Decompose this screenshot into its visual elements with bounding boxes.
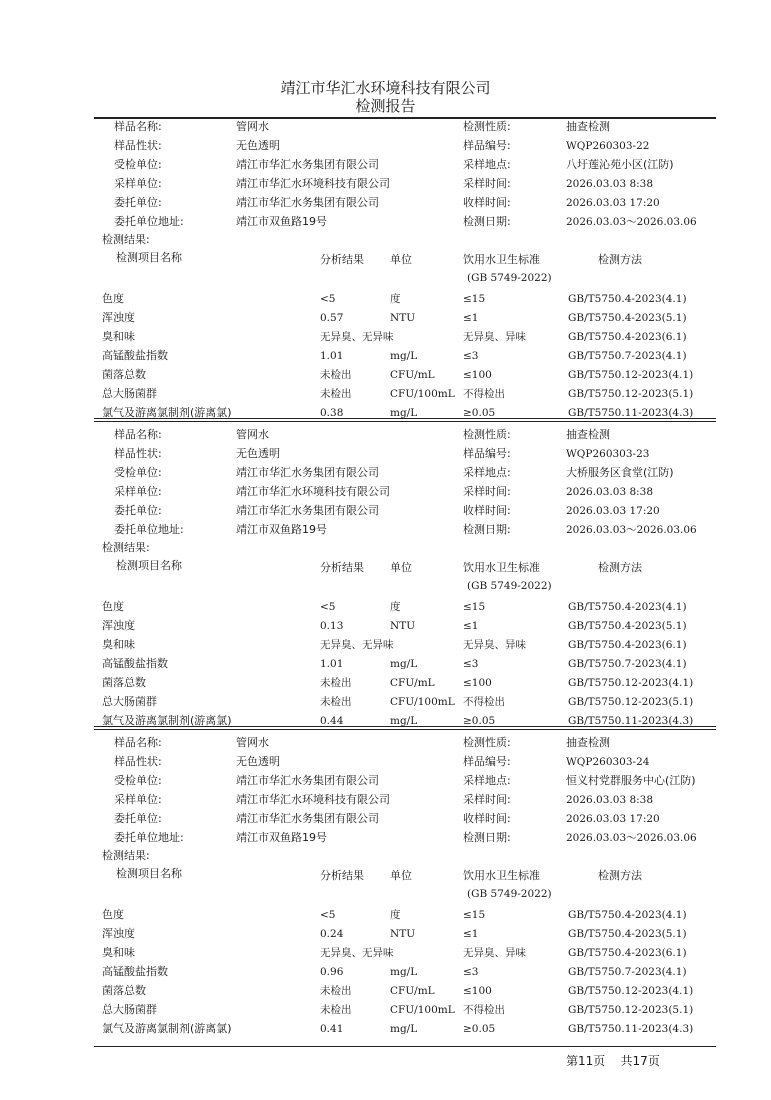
result-item-name: 臭和味 — [102, 330, 135, 343]
result-item-name: 色度 — [102, 908, 124, 921]
value-receive-time: 2026.03.03 17:20 — [566, 197, 660, 209]
result-standard: ≤1 — [463, 312, 479, 324]
col-header-result: 分析结果 — [320, 869, 364, 882]
result-value: 0.44 — [320, 715, 344, 727]
result-standard: 无异臭、异味 — [463, 639, 526, 651]
value-test-date: 2026.03.03～2026.03.06 — [566, 832, 697, 844]
value-sample-no: WQP260303-23 — [566, 448, 650, 460]
result-value: 未检出 — [320, 677, 352, 689]
value-client-unit: 靖江市华汇水务集团有限公司 — [236, 504, 379, 517]
result-item-name: 色度 — [102, 600, 124, 613]
value-receive-time: 2026.03.03 17:20 — [566, 813, 660, 825]
result-method: GB/T5750.4-2023(5.1) — [568, 620, 687, 632]
value-sampling-site: 大桥服务区食堂(江防) — [566, 466, 674, 479]
value-receive-time: 2026.03.03 17:20 — [566, 505, 660, 517]
result-method: GB/T5750.11-2023(4.3) — [568, 715, 694, 727]
result-standard: 不得检出 — [463, 696, 505, 708]
value-test-date: 2026.03.03～2026.03.06 — [566, 524, 697, 536]
value-client-unit: 靖江市华汇水务集团有限公司 — [236, 196, 379, 209]
col-header-result: 分析结果 — [320, 561, 364, 574]
result-value: 0.96 — [320, 966, 344, 978]
value-sampling-unit: 靖江市华汇水环境科技有限公司 — [236, 177, 390, 190]
result-unit: CFU/100mL — [390, 696, 455, 708]
label-sampling-unit: 采样单位: — [114, 177, 162, 190]
block-divider-1b — [94, 421, 716, 422]
value-sampling-unit: 靖江市华汇水环境科技有限公司 — [236, 485, 390, 498]
label-sample-name: 样品名称: — [114, 120, 162, 133]
result-unit: NTU — [390, 928, 416, 940]
col-header-result: 分析结果 — [320, 253, 364, 266]
result-value: 无异臭、无异味 — [320, 331, 394, 343]
result-method: GB/T5750.12-2023(4.1) — [568, 369, 694, 381]
col-header-unit: 单位 — [390, 253, 412, 266]
value-sampling-site: 恒义村党群服务中心(江防) — [566, 774, 696, 787]
result-method: GB/T5750.4-2023(6.1) — [568, 331, 687, 343]
label-sample-no: 样品编号: — [463, 447, 511, 460]
value-name: 管网水 — [236, 736, 269, 749]
result-item-name: 菌落总数 — [102, 676, 146, 689]
result-method: GB/T5750.11-2023(4.3) — [568, 1023, 694, 1035]
value-test-date: 2026.03.03～2026.03.06 — [566, 216, 697, 228]
result-standard: ≥0.05 — [463, 1023, 496, 1035]
result-standard: ≥0.05 — [463, 715, 496, 727]
result-method: GB/T5750.4-2023(4.1) — [568, 909, 687, 921]
label-test-nature: 检测性质: — [463, 120, 511, 133]
label-sample-no: 样品编号: — [463, 755, 511, 768]
company-name: 靖江市华汇水环境科技有限公司 — [280, 79, 491, 97]
results-heading: 检测结果: — [102, 233, 150, 246]
result-unit: mg/L — [390, 350, 418, 362]
value-property: 无色透明 — [236, 139, 280, 152]
result-item-name: 总大肠菌群 — [102, 695, 157, 708]
value-test-nature: 抽查检测 — [566, 120, 610, 133]
label-sampling-time: 采样时间: — [463, 485, 511, 498]
result-value: 0.24 — [320, 928, 344, 940]
block-divider-2 — [94, 726, 716, 727]
col-header-unit: 单位 — [390, 561, 412, 574]
value-client-address: 靖江市双鱼路19号 — [236, 215, 327, 228]
result-value: <5 — [320, 909, 336, 921]
value-sampling-time: 2026.03.03 8:38 — [566, 794, 654, 806]
value-sample-no: WQP260303-22 — [566, 140, 650, 152]
value-sampling-time: 2026.03.03 8:38 — [566, 178, 654, 190]
label-sample-property: 样品性状: — [114, 447, 162, 460]
label-receive-time: 收样时间: — [463, 504, 511, 517]
result-standard: ≤15 — [463, 293, 486, 305]
result-standard: ≤3 — [463, 350, 479, 362]
col-header-item: 检测项目名称 — [116, 559, 182, 572]
value-inspected-unit: 靖江市华汇水务集团有限公司 — [236, 774, 379, 787]
result-method: GB/T5750.12-2023(5.1) — [568, 1004, 694, 1016]
result-unit: 度 — [390, 909, 401, 921]
label-client-unit: 委托单位: — [114, 504, 162, 517]
result-unit: mg/L — [390, 966, 418, 978]
value-sampling-unit: 靖江市华汇水环境科技有限公司 — [236, 793, 390, 806]
result-value: 未检出 — [320, 985, 352, 997]
label-sampling-site: 采样地点: — [463, 774, 511, 787]
value-test-nature: 抽查检测 — [566, 736, 610, 749]
value-test-nature: 抽查检测 — [566, 428, 610, 441]
result-unit: NTU — [390, 312, 416, 324]
results-heading: 检测结果: — [102, 849, 150, 862]
result-value: <5 — [320, 601, 336, 613]
label-sampling-time: 采样时间: — [463, 793, 511, 806]
result-standard: ≥0.05 — [463, 407, 496, 419]
result-standard: ≤100 — [463, 985, 492, 997]
result-value: 0.38 — [320, 407, 344, 419]
col-header-method: 检测方法 — [598, 561, 642, 574]
label-inspected-unit: 受检单位: — [114, 466, 162, 479]
label-inspected-unit: 受检单位: — [114, 158, 162, 171]
label-test-date: 检测日期: — [463, 831, 511, 844]
label-sampling-site: 采样地点: — [463, 466, 511, 479]
label-sample-property: 样品性状: — [114, 139, 162, 152]
col-header-standard-code: (GB 5749-2022) — [467, 580, 552, 592]
result-unit: CFU/100mL — [390, 1004, 455, 1016]
result-unit: CFU/100mL — [390, 388, 455, 400]
result-unit: 度 — [390, 601, 401, 613]
result-method: GB/T5750.7-2023(4.1) — [568, 350, 687, 362]
result-standard: 不得检出 — [463, 388, 505, 400]
result-standard: ≤15 — [463, 601, 486, 613]
result-value: 无异臭、无异味 — [320, 639, 394, 651]
result-item-name: 菌落总数 — [102, 984, 146, 997]
col-header-standard-code: (GB 5749-2022) — [467, 888, 552, 900]
value-inspected-unit: 靖江市华汇水务集团有限公司 — [236, 158, 379, 171]
value-inspected-unit: 靖江市华汇水务集团有限公司 — [236, 466, 379, 479]
label-sampling-unit: 采样单位: — [114, 793, 162, 806]
result-item-name: 氯气及游离氯制剂(游离氯) — [102, 714, 232, 727]
result-value: 0.41 — [320, 1023, 344, 1035]
result-item-name: 高锰酸盐指数 — [102, 965, 168, 978]
result-standard: ≤1 — [463, 928, 479, 940]
result-value: 0.57 — [320, 312, 344, 324]
report-title: 检测报告 — [355, 97, 416, 115]
result-unit: mg/L — [390, 1023, 418, 1035]
result-method: GB/T5750.4-2023(6.1) — [568, 947, 687, 959]
result-method: GB/T5750.4-2023(4.1) — [568, 601, 687, 613]
label-sampling-site: 采样地点: — [463, 158, 511, 171]
col-header-item: 检测项目名称 — [116, 251, 182, 264]
result-method: GB/T5750.4-2023(4.1) — [568, 293, 687, 305]
result-item-name: 高锰酸盐指数 — [102, 349, 168, 362]
result-standard: ≤100 — [463, 677, 492, 689]
result-value: 未检出 — [320, 696, 352, 708]
value-name: 管网水 — [236, 120, 269, 133]
label-sampling-unit: 采样单位: — [114, 485, 162, 498]
result-value: 未检出 — [320, 1004, 352, 1016]
label-test-nature: 检测性质: — [463, 736, 511, 749]
result-unit: mg/L — [390, 658, 418, 670]
result-method: GB/T5750.4-2023(6.1) — [568, 639, 687, 651]
result-method: GB/T5750.4-2023(5.1) — [568, 928, 687, 940]
result-standard: ≤3 — [463, 966, 479, 978]
result-standard: 不得检出 — [463, 1004, 505, 1016]
value-sample-no: WQP260303-24 — [566, 756, 650, 768]
footer-rule — [94, 1046, 716, 1047]
col-header-item: 检测项目名称 — [116, 867, 182, 880]
result-item-name: 高锰酸盐指数 — [102, 657, 168, 670]
label-sampling-time: 采样时间: — [463, 177, 511, 190]
result-unit: CFU/mL — [390, 677, 435, 689]
block-divider-1 — [94, 418, 716, 419]
col-header-method: 检测方法 — [598, 253, 642, 266]
label-sample-name: 样品名称: — [114, 736, 162, 749]
result-item-name: 色度 — [102, 292, 124, 305]
label-receive-time: 收样时间: — [463, 196, 511, 209]
result-unit: 度 — [390, 293, 401, 305]
result-unit: CFU/mL — [390, 985, 435, 997]
result-method: GB/T5750.12-2023(4.1) — [568, 985, 694, 997]
label-client-unit: 委托单位: — [114, 196, 162, 209]
label-test-date: 检测日期: — [463, 215, 511, 228]
value-client-address: 靖江市双鱼路19号 — [236, 523, 327, 536]
value-name: 管网水 — [236, 428, 269, 441]
page-total: 共17页 — [620, 1054, 660, 1068]
results-heading: 检测结果: — [102, 541, 150, 554]
result-item-name: 氯气及游离氯制剂(游离氯) — [102, 406, 232, 419]
result-standard: ≤1 — [463, 620, 479, 632]
label-sample-name: 样品名称: — [114, 428, 162, 441]
col-header-unit: 单位 — [390, 869, 412, 882]
result-unit: mg/L — [390, 407, 418, 419]
label-client-address: 委托单位地址: — [114, 215, 184, 228]
result-method: GB/T5750.7-2023(4.1) — [568, 658, 687, 670]
result-standard: 无异臭、异味 — [463, 331, 526, 343]
label-sample-property: 样品性状: — [114, 755, 162, 768]
result-standard: ≤100 — [463, 369, 492, 381]
label-test-date: 检测日期: — [463, 523, 511, 536]
result-item-name: 氯气及游离氯制剂(游离氯) — [102, 1022, 232, 1035]
label-client-address: 委托单位地址: — [114, 831, 184, 844]
result-standard: ≤3 — [463, 658, 479, 670]
result-unit: CFU/mL — [390, 369, 435, 381]
header-rule — [94, 117, 716, 119]
sample-block-3 — [0, 736, 771, 1036]
sample-block-2 — [0, 428, 771, 728]
sample-block-1 — [0, 120, 771, 420]
value-client-unit: 靖江市华汇水务集团有限公司 — [236, 812, 379, 825]
result-standard: 无异臭、异味 — [463, 947, 526, 959]
value-sampling-site: 八圩莲沁苑小区(江防) — [566, 158, 674, 171]
result-value: 1.01 — [320, 350, 344, 362]
result-standard: ≤15 — [463, 909, 486, 921]
label-test-nature: 检测性质: — [463, 428, 511, 441]
value-property: 无色透明 — [236, 447, 280, 460]
col-header-standard-code: (GB 5749-2022) — [467, 272, 552, 284]
block-divider-2b — [94, 729, 716, 730]
result-value: 无异臭、无异味 — [320, 947, 394, 959]
col-header-standard: 饮用水卫生标准 — [463, 561, 540, 574]
value-property: 无色透明 — [236, 755, 280, 768]
result-method: GB/T5750.12-2023(4.1) — [568, 677, 694, 689]
result-item-name: 臭和味 — [102, 946, 135, 959]
result-item-name: 菌落总数 — [102, 368, 146, 381]
label-inspected-unit: 受检单位: — [114, 774, 162, 787]
page-footer — [566, 1052, 660, 1069]
result-value: 未检出 — [320, 369, 352, 381]
label-sample-no: 样品编号: — [463, 139, 511, 152]
result-value: 1.01 — [320, 658, 344, 670]
result-method: GB/T5750.7-2023(4.1) — [568, 966, 687, 978]
result-unit: mg/L — [390, 715, 418, 727]
col-header-method: 检测方法 — [598, 869, 642, 882]
result-item-name: 浑浊度 — [102, 927, 135, 940]
result-unit: NTU — [390, 620, 416, 632]
result-item-name: 总大肠菌群 — [102, 1003, 157, 1016]
result-value: <5 — [320, 293, 336, 305]
result-item-name: 浑浊度 — [102, 311, 135, 324]
result-value: 未检出 — [320, 388, 352, 400]
result-method: GB/T5750.11-2023(4.3) — [568, 407, 694, 419]
page-number: 第11页 — [566, 1054, 606, 1068]
value-sampling-time: 2026.03.03 8:38 — [566, 486, 654, 498]
result-method: GB/T5750.4-2023(5.1) — [568, 312, 687, 324]
label-client-unit: 委托单位: — [114, 812, 162, 825]
value-client-address: 靖江市双鱼路19号 — [236, 831, 327, 844]
result-method: GB/T5750.12-2023(5.1) — [568, 388, 694, 400]
col-header-standard: 饮用水卫生标准 — [463, 869, 540, 882]
result-item-name: 浑浊度 — [102, 619, 135, 632]
label-receive-time: 收样时间: — [463, 812, 511, 825]
result-value: 0.13 — [320, 620, 344, 632]
result-method: GB/T5750.12-2023(5.1) — [568, 696, 694, 708]
col-header-standard: 饮用水卫生标准 — [463, 253, 540, 266]
result-item-name: 总大肠菌群 — [102, 387, 157, 400]
result-item-name: 臭和味 — [102, 638, 135, 651]
label-client-address: 委托单位地址: — [114, 523, 184, 536]
